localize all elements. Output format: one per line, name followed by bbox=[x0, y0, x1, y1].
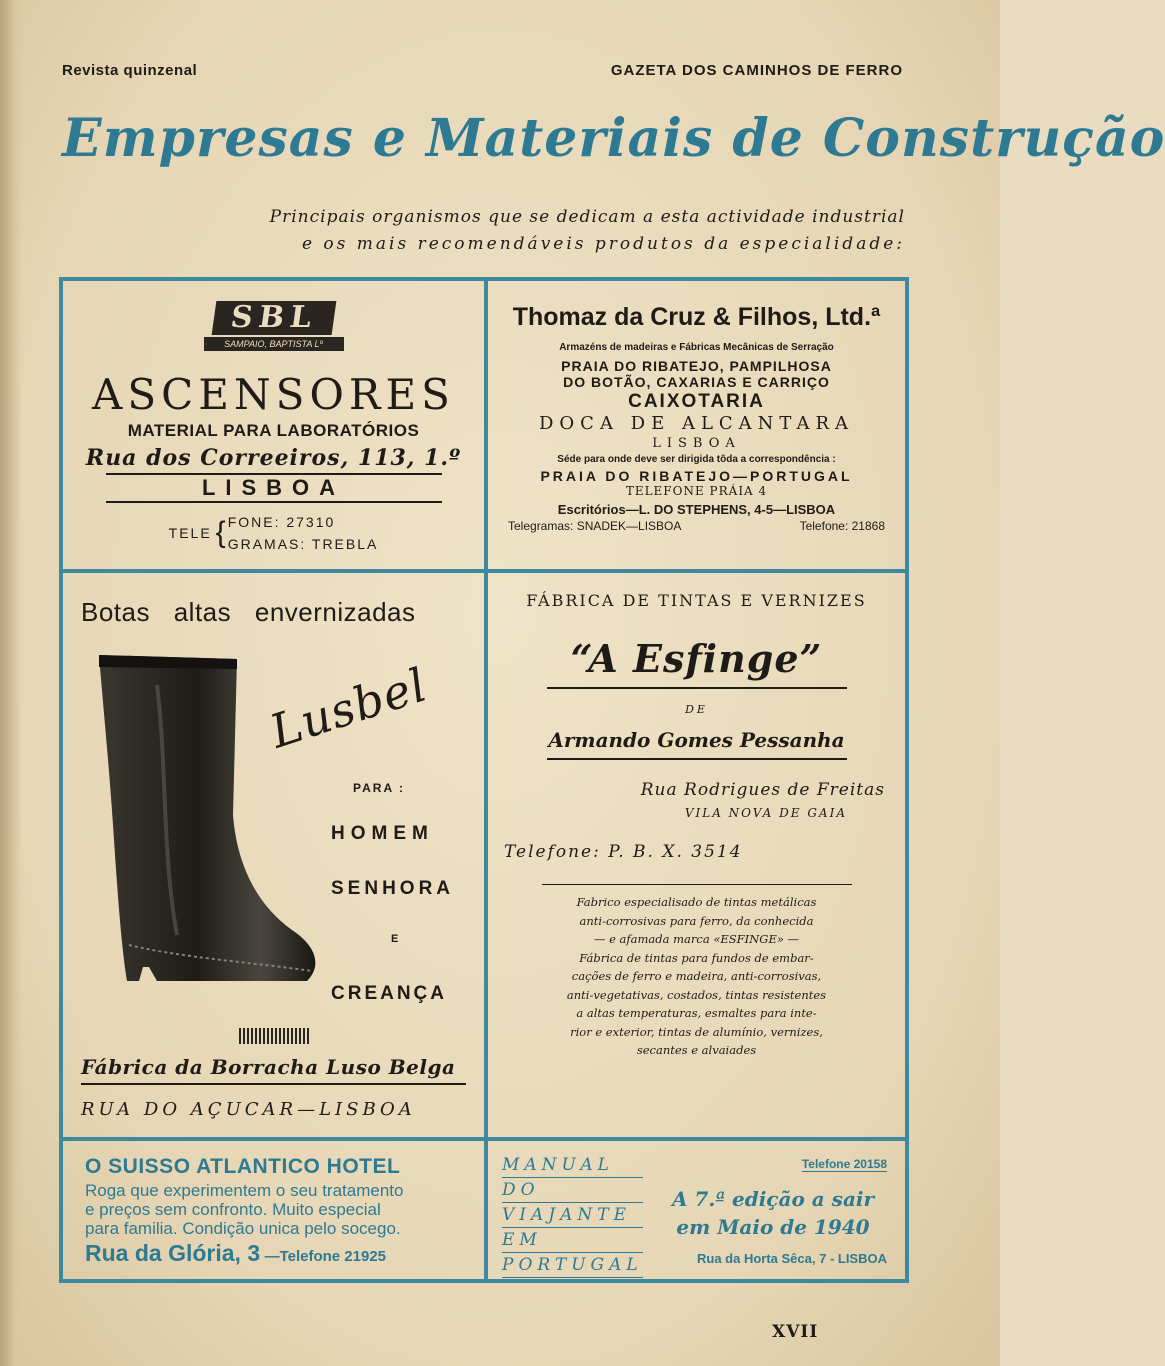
header-right: GAZETA DOS CAMINHOS DE FERRO bbox=[610, 62, 903, 79]
thomaz-line4: CAIXOTARIA bbox=[628, 391, 765, 412]
hotel-desc bbox=[85, 1181, 484, 1238]
thomaz-line10: Escritórios—L. DO STEPHENS, 4-5—LISBOA bbox=[557, 502, 836, 517]
manual-w3: VIAJANTE bbox=[502, 1203, 643, 1228]
sbl-telecoms bbox=[63, 511, 484, 555]
esfinge-top: FÁBRICA DE TINTAS E VERNIZES bbox=[526, 591, 867, 610]
thomaz-line3: DO BOTÃO, CAXARIAS E CARRIÇO bbox=[563, 374, 830, 390]
lusbel-senhora: SENHORA bbox=[331, 878, 455, 899]
hotel-address-row bbox=[85, 1240, 484, 1267]
thomaz-line9: TELEFONE PRÁIA 4 bbox=[625, 484, 768, 498]
ad-esfinge bbox=[488, 573, 905, 1137]
manual-title bbox=[502, 1153, 643, 1278]
esfinge-de: DE bbox=[685, 703, 708, 716]
manual-phone: Telefone 20158 bbox=[801, 1157, 887, 1171]
esfinge-phone: Telefone: P. B. X. 3514 bbox=[504, 842, 743, 862]
manual-edition bbox=[658, 1185, 888, 1241]
esfinge-desc bbox=[488, 893, 905, 1060]
page-title: Empresas e Materiais de Construção bbox=[62, 108, 1165, 169]
manual-edition-1: A 7.ª edição a sair bbox=[671, 1187, 875, 1211]
hotel-street: Rua da Glória, 3 bbox=[85, 1240, 261, 1266]
hotel-phone: —Telefone 21925 bbox=[264, 1248, 387, 1265]
esfinge-street: Rua Rodrigues de Freitas bbox=[640, 780, 885, 800]
sbl-city: LISBOA bbox=[106, 473, 442, 503]
binding-edge bbox=[0, 0, 22, 1366]
hotel-name: O SUISSO ATLANTICO HOTEL bbox=[85, 1155, 401, 1178]
subtitle bbox=[270, 204, 905, 258]
sbl-logo-block: SBL bbox=[211, 301, 336, 335]
manual-w1: MANUAL bbox=[502, 1153, 643, 1178]
lusbel-homem: HOMEM bbox=[331, 823, 434, 844]
ad-lusbel bbox=[63, 573, 484, 1137]
thomaz-line5: DOCA DE ALCANTARA bbox=[538, 413, 855, 434]
hotel-line-3: para familia. Condição unica pelo socego. bbox=[85, 1219, 401, 1238]
ad-manual bbox=[488, 1141, 905, 1279]
lusbel-e: E bbox=[391, 933, 399, 945]
manual-edition-2: em Maio de 1940 bbox=[676, 1215, 870, 1239]
sbl-fone: FONE: 27310 bbox=[227, 514, 336, 530]
manual-w4: EM bbox=[502, 1228, 643, 1253]
lusbel-factory: Fábrica da Borracha Luso Belga bbox=[81, 1055, 466, 1085]
thomaz-telefone: Telefone: 21868 bbox=[799, 519, 885, 533]
thomaz-line2: PRAIA DO RIBATEJO, PAMPILHOSA bbox=[561, 358, 832, 374]
esfinge-desc-5: cações de ferro e madeira, anti-corrosivas, bbox=[571, 969, 822, 983]
esfinge-rule-3 bbox=[542, 884, 852, 885]
thomaz-line1: Armazéns de madeiras e Fábricas Mecânicas de Serração bbox=[559, 342, 834, 353]
lusbel-brand: Lusbel bbox=[263, 657, 434, 759]
thomaz-telegramas: Telegramas: SNADEK—LISBOA bbox=[508, 519, 682, 533]
esfinge-name: “A Esfinge” bbox=[570, 636, 823, 681]
lusbel-address: RUA DO AÇUCAR—LISBOA bbox=[81, 1099, 416, 1120]
esfinge-desc-4: Fábrica de tintas para fundos de embar- bbox=[579, 950, 814, 965]
ad-hotel bbox=[63, 1141, 484, 1279]
manual-address: Rua da Horta Sêca, 7 - LISBOA bbox=[697, 1251, 887, 1266]
sbl-tele-label: TELE bbox=[168, 525, 212, 541]
sbl-subheading: MATERIAL PARA LABORATÓRIOS bbox=[127, 421, 420, 440]
subtitle-line-2: e os mais recomendáveis produtos da especialidade: bbox=[301, 234, 905, 254]
esfinge-rule-1 bbox=[547, 687, 847, 689]
thomaz-line8: PRAIA DO RIBATEJO—PORTUGAL bbox=[540, 468, 853, 484]
sbl-heading: ASCENSORES bbox=[92, 370, 455, 419]
manual-w5: PORTUGAL bbox=[502, 1253, 643, 1278]
esfinge-desc-1: Fabrico especialisado de tintas metálicas bbox=[576, 895, 817, 909]
subtitle-line-1: Principais organismos que se dedicam a esta actividade industrial bbox=[269, 207, 905, 227]
manual-w2: DO bbox=[502, 1178, 643, 1203]
hotel-line-1: Roga que experimentem o seu tratamento bbox=[85, 1181, 404, 1200]
lusbel-ornament bbox=[239, 1028, 309, 1044]
ad-thomaz bbox=[488, 281, 905, 569]
esfinge-desc-2: anti-corrosivas para ferro, da conhecida bbox=[579, 913, 814, 928]
lusbel-para: PARA : bbox=[353, 781, 405, 795]
sbl-gramas: GRAMAS: TREBLA bbox=[227, 536, 379, 552]
esfinge-desc-8: rior e exterior, tintas de alumínio, vernizes, bbox=[570, 1024, 823, 1039]
page-number: XVII bbox=[772, 1322, 819, 1342]
thomaz-name: Thomaz da Cruz & Filhos, Ltd.ª bbox=[512, 303, 881, 331]
sbl-logo bbox=[204, 301, 344, 353]
esfinge-rule-2 bbox=[547, 758, 847, 760]
sbl-street: Rua dos Correeiros, 113, 1.º bbox=[85, 445, 462, 471]
esfinge-desc-7: a altas temperaturas, esmaltes para inte- bbox=[576, 1006, 817, 1020]
esfinge-city: VILA NOVA DE GAIA bbox=[684, 806, 847, 820]
sbl-tele-lines bbox=[228, 511, 379, 555]
esfinge-desc-6: anti-vegetativas, costados, tintas resistentes bbox=[566, 987, 827, 1002]
esfinge-desc-9: secantes e alvaiades bbox=[636, 1043, 757, 1057]
thomaz-tel-row bbox=[488, 519, 905, 533]
sbl-logo-caption: SAMPAIO, BAPTISTA Lº bbox=[204, 337, 344, 351]
ad-board bbox=[59, 277, 909, 1283]
esfinge-desc-3: — e afamada marca «ESFINGE» — bbox=[593, 932, 800, 946]
esfinge-owner: Armando Gomes Pessanha bbox=[548, 728, 845, 752]
lusbel-heading: Botas altas envernizadas bbox=[81, 597, 416, 627]
hotel-line-2: e preços sem confronto. Muito especial bbox=[85, 1200, 381, 1219]
thomaz-line6: LISBOA bbox=[652, 436, 741, 451]
sbl-brace: { bbox=[215, 516, 228, 549]
thomaz-line7: Séde para onde deve ser dirigida tôda a correspondência : bbox=[557, 454, 836, 465]
lusbel-creanca: CREANÇA bbox=[331, 983, 447, 1004]
header-left: Revista quinzenal bbox=[62, 62, 198, 79]
ad-sbl bbox=[63, 281, 484, 569]
